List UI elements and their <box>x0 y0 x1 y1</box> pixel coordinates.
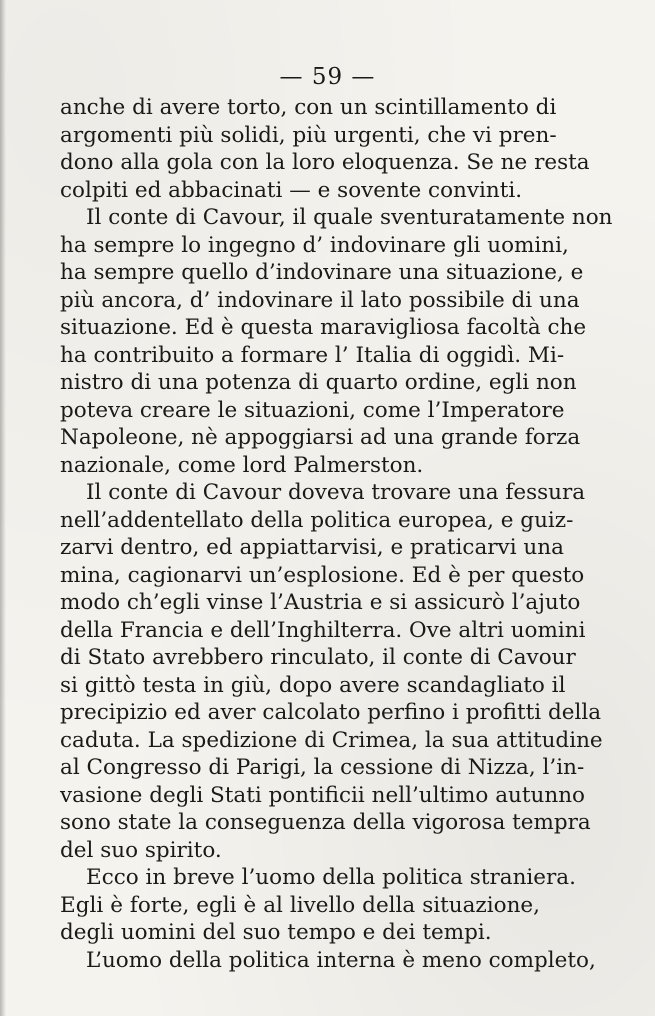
text-line: colpiti ed abbacinati — e sovente convinti. <box>60 177 523 203</box>
text-line: più ancora, d’ indovinare il lato possibile di una <box>60 287 580 313</box>
text-line: zarvi dentro, ed appiattarvisi, e praticarvi una <box>60 535 564 560</box>
text-line: della Francia e dell’Inghilterra. Ove altri uomini <box>60 617 586 643</box>
text-line: modo ch’egli vinse l’Austria e si assicurò l’ajuto <box>60 590 581 615</box>
body-text <box>60 94 613 974</box>
text-line: Egli è forte, egli è al livello della situazione, <box>60 892 540 918</box>
text-line: Il conte di Cavour doveva trovare una fessura <box>86 480 586 505</box>
text-line: ha sempre lo ingegno d’ indovinare gli uomini, <box>60 232 569 258</box>
text-line: L’uomo della politica interna è meno completo, <box>86 947 596 973</box>
text-line: di Stato avrebbero rinculato, il conte di Cavour <box>60 645 576 670</box>
text-line: ha sempre quello d’indovinare una situazione, e <box>60 260 584 285</box>
text-line: dono alla gola con la loro eloquenza. Se ne resta <box>60 150 590 175</box>
text-line: al Congresso di Parigi, la cessione di Nizza, l’in- <box>60 755 585 780</box>
text-line: precipizio ed aver calcolato perfino i profitti della <box>60 700 602 725</box>
page-number: — 59 — <box>279 64 376 90</box>
text-line: vasione degli Stati pontificii nell’ultimo autunno <box>60 782 585 808</box>
text-line: anche di avere torto, con un scintillamento di <box>60 95 557 120</box>
text-line: mina, cagionarvi un’esplosione. Ed è per questo <box>60 562 585 588</box>
page-binding-shadow <box>0 0 6 1016</box>
text-line: situazione. Ed è questa maravigliosa facoltà che <box>60 315 587 340</box>
text-line: sono state la conseguenza della vigorosa tempra <box>60 810 591 835</box>
text-line: argomenti più solidi, più urgenti, che vi pren- <box>60 122 557 148</box>
text-line: Napoleone, nè appoggiarsi ad una grande forza <box>60 425 581 450</box>
text-line: Il conte di Cavour, il quale sventuratamente non <box>86 205 613 230</box>
text-line: ha contribuito a formare l’ Italia di oggidì. Mi- <box>60 342 565 368</box>
text-line: caduta. La spedizione di Crimea, la sua attitudine <box>60 727 603 753</box>
text-line: del suo spirito. <box>60 837 222 863</box>
text-line: poteva creare le situazioni, come l’Imperatore <box>60 397 565 423</box>
text-line: nazionale, come lord Palmerston. <box>60 452 424 478</box>
text-line: Ecco in breve l’uomo della politica straniera. <box>86 865 576 890</box>
text-line: nell’addentellato della politica europea, e guiz- <box>60 507 574 533</box>
text-line: si gittò testa in giù, dopo avere scandagliato il <box>60 672 566 698</box>
text-line: degli uomini del suo tempo e dei tempi. <box>60 920 492 945</box>
text-line: nistro di una potenza di quarto ordine, egli non <box>60 370 577 395</box>
